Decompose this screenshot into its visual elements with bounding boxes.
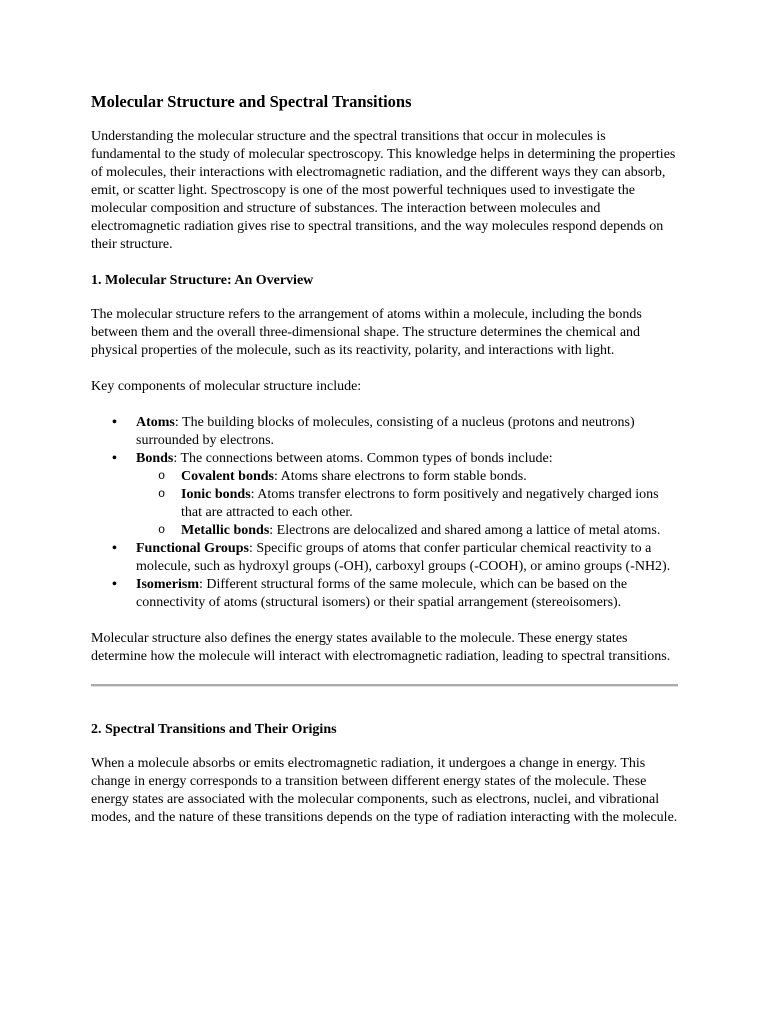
description-metallic-bonds: : Electrons are delocalized and shared among a lattice of metal atoms. bbox=[269, 523, 661, 538]
bond-types-list bbox=[136, 468, 678, 540]
section-1-paragraph-3: Molecular structure also defines the energy states available to the molecule. These energy states determine how the molecule will interact with electromagnetic radiation, leading to spectral transitions. bbox=[91, 631, 671, 664]
section-1-heading: 1. Molecular Structure: An Overview bbox=[91, 273, 314, 288]
section-2-heading: 2. Spectral Transitions and Their Origins bbox=[91, 722, 337, 737]
document-title: Molecular Structure and Spectral Transitions bbox=[91, 92, 412, 111]
description-covalent-bonds: : Atoms share electrons to form stable bonds. bbox=[273, 469, 527, 484]
term-covalent-bonds: Covalent bonds bbox=[181, 469, 274, 484]
term-metallic-bonds: Metallic bonds bbox=[181, 523, 270, 538]
term-atoms: Atoms bbox=[136, 415, 175, 430]
section-divider bbox=[91, 684, 678, 687]
list-item-bonds bbox=[136, 450, 678, 540]
section-1-paragraph-1: The molecular structure refers to the arrangement of atoms within a molecule, including the bonds between them and the overall three-dimensional shape. The structure determines the chemical and physical properties of the molecule, such as its reactivity, polarity, and interactions with light. bbox=[91, 307, 642, 358]
list-item-functional-groups bbox=[136, 540, 678, 576]
description-bonds: : The connections between atoms. Common types of bonds include: bbox=[173, 451, 553, 466]
section-1-paragraph-2: Key components of molecular structure include: bbox=[91, 379, 362, 394]
description-ionic-bonds: : Atoms transfer electrons to form positively and negatively charged ions that are attracted to each other. bbox=[181, 487, 659, 520]
intro-paragraph: Understanding the molecular structure and the spectral transitions that occur in molecules is fundamental to the study of molecular spectroscopy. This knowledge helps in determining the properties of molecules, their interactions with electromagnetic radiation, and the different ways they can absorb, emit, or scatter light. Spectroscopy is one of the most powerful techniques used to investigate the molecular composition and structure of substances. The interaction between molecules and electromagnetic radiation gives rise to spectral transitions, and the way molecules respond depends on their structure. bbox=[91, 129, 676, 252]
list-item-covalent-bonds bbox=[181, 468, 678, 486]
section-2-paragraph-1: When a molecule absorbs or emits electromagnetic radiation, it undergoes a change in energy. This change in energy corresponds to a transition between different energy states of the molecule. These energy states are associated with the molecular components, such as electrons, nuclei, and vibrational modes, and the nature of these transitions depends on the type of radiation interacting with the molecule. bbox=[91, 756, 678, 825]
list-item-atoms bbox=[136, 414, 678, 450]
list-item-ionic-bonds bbox=[181, 486, 678, 522]
list-item-isomerism bbox=[136, 576, 678, 612]
structure-components-list bbox=[91, 414, 678, 612]
description-isomerism: : Different structural forms of the same molecule, which can be based on the connectivity of atoms (structural isomers) or their spatial arrangement (stereoisomers). bbox=[136, 577, 628, 610]
term-ionic-bonds: Ionic bonds bbox=[181, 487, 251, 502]
term-isomerism: Isomerism bbox=[136, 577, 199, 592]
description-atoms: : The building blocks of molecules, consisting of a nucleus (protons and neutrons) surrounded by electrons. bbox=[136, 415, 635, 448]
term-bonds: Bonds bbox=[136, 451, 174, 466]
list-item-metallic-bonds bbox=[181, 522, 678, 540]
description-functional-groups: : Specific groups of atoms that confer particular chemical reactivity to a molecule, such as hydroxyl groups (-OH), carboxyl groups (-COOH), or amino groups (-NH2). bbox=[136, 541, 671, 574]
term-functional-groups: Functional Groups bbox=[136, 541, 249, 556]
